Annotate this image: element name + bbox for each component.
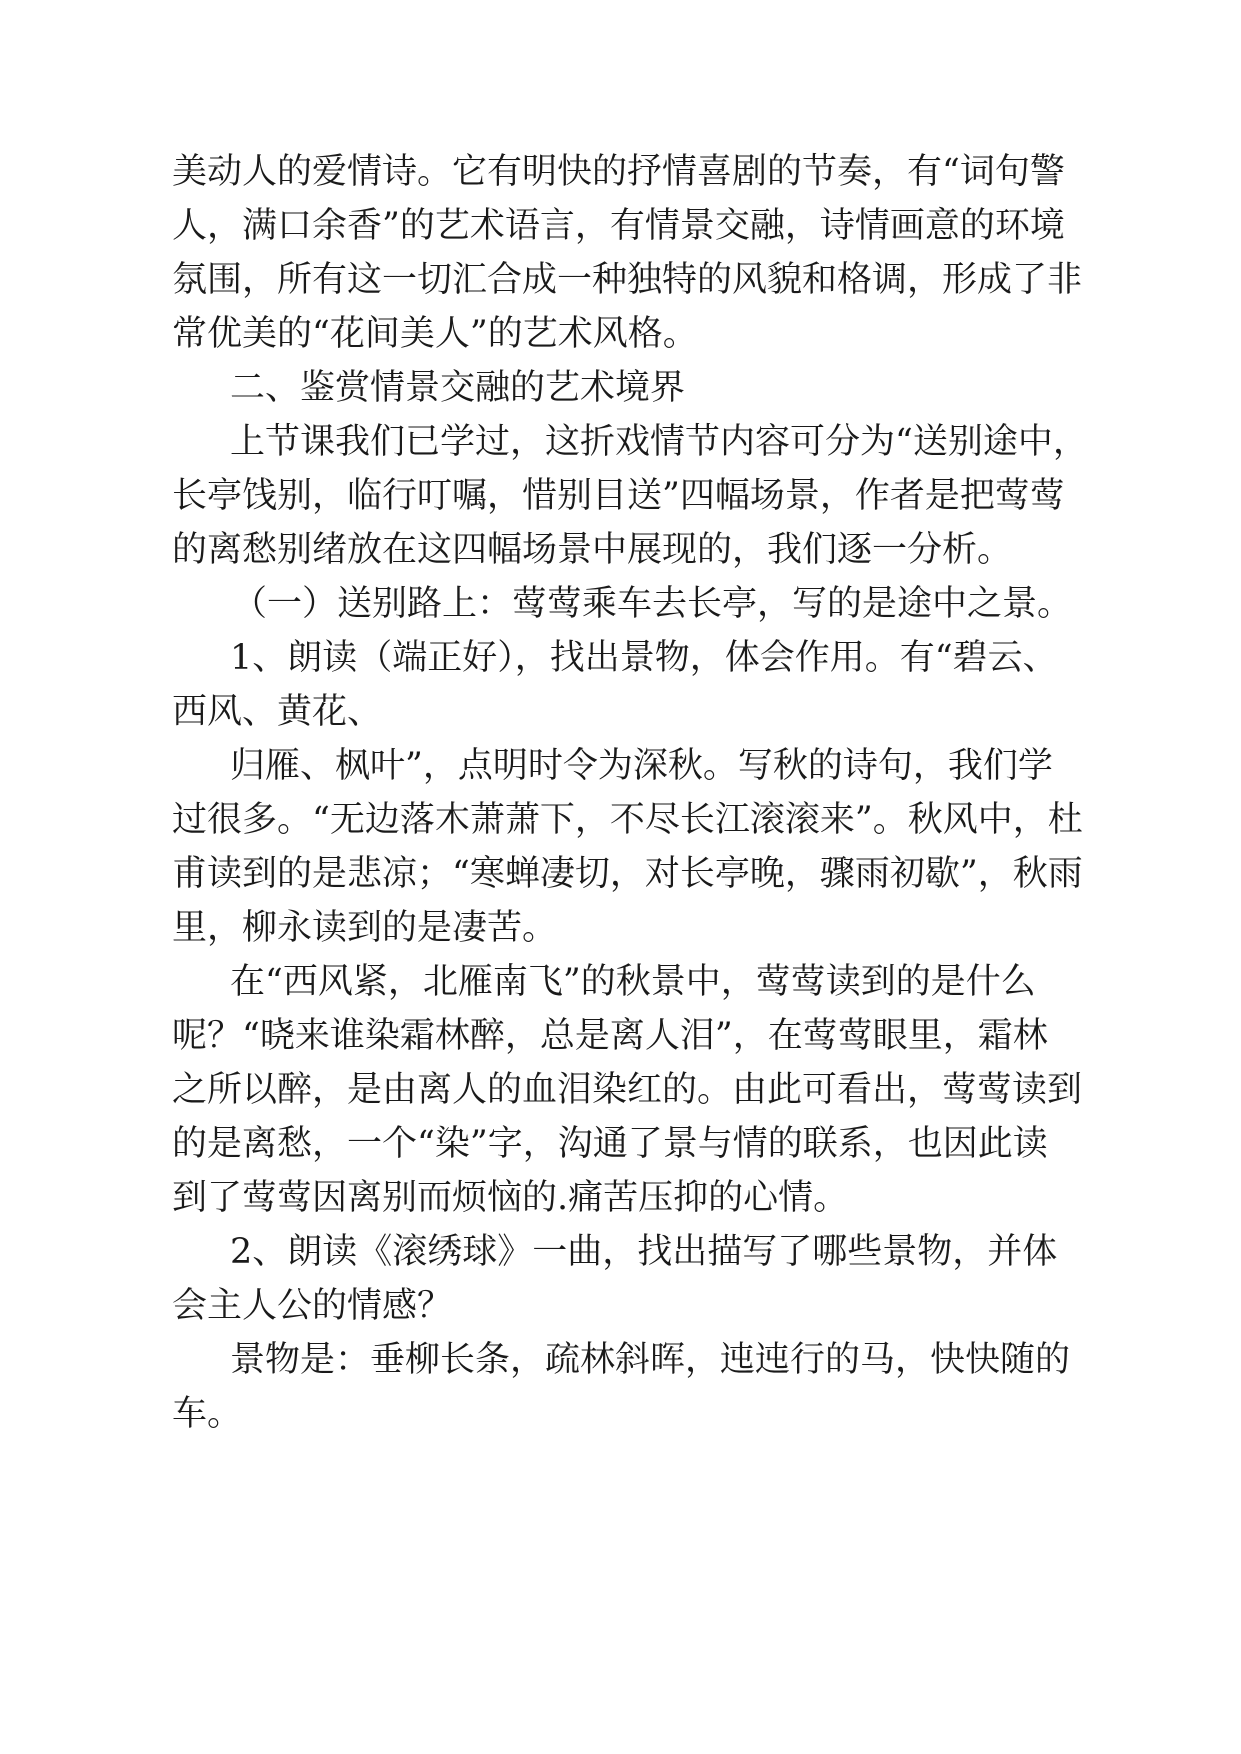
text-line: 甫读到的是悲凉；“寒蝉凄切，对长亭晚，骤雨初歇”，秋雨 [172, 854, 1083, 894]
text-line: 会主人公的情感？ [172, 1286, 453, 1326]
text-line: 景物是：垂柳长条，疏林斜晖，迍迍行的马，快快随的 [230, 1340, 1071, 1380]
text-line: 人，满口余香”的艺术语言，有情景交融，诗情画意的环境 [172, 206, 1065, 246]
text-line: 呢？“晓来谁染霜林醉，总是离人泪”，在莺莺眼里，霜林 [172, 1016, 1048, 1056]
text-line: 归雁、枫叶”，点明时令为深秋。写秋的诗句，我们学 [230, 746, 1053, 786]
text-line: 过很多。“无边落木萧萧下，不尽长江滚滚来”。秋风中，杜 [172, 800, 1083, 840]
text-line: 的是离愁，一个“染”字，沟通了景与情的联系，也因此读 [172, 1124, 1048, 1164]
text-line: 西风、黄花、 [172, 692, 383, 732]
text-line: 的离愁别绪放在这四幅场景中展现的，我们逐一分析。 [172, 530, 1013, 570]
text-line: 氛围，所有这一切汇合成一种独特的风貌和格调，形成了非 [172, 260, 1083, 300]
text-line: 1、朗读（端正好），找出景物，体会作用。有“碧云、 [230, 638, 1058, 678]
text-line: 美动人的爱情诗。它有明快的抒情喜剧的节奏，有“词句警 [172, 152, 1065, 192]
text-line: 里，柳永读到的是凄苦。 [172, 908, 558, 948]
text-line: 长亭饯别，临行叮嘱，惜别目送”四幅场景，作者是把莺莺 [172, 476, 1065, 516]
text-line: 上节课我们已学过，这折戏情节内容可分为“送别途中， [230, 422, 1088, 462]
text-line: 到了莺莺因离别而烦恼的.痛苦压抑的心情。 [172, 1178, 849, 1218]
text-line: 在“西风紧，北雁南飞”的秋景中，莺莺读到的是什么 [230, 962, 1036, 1002]
text-line: 之所以醉，是由离人的血泪染红的。由此可看出，莺莺读到 [172, 1070, 1083, 1110]
text-line: 2、朗读《滚绣球》一曲，找出描写了哪些景物，并体 [230, 1232, 1058, 1272]
text-line: 车。 [172, 1394, 243, 1434]
section-heading: 二、鉴赏情景交融的艺术境界 [230, 368, 686, 408]
text-line: 常优美的“花间美人”的艺术风格。 [172, 314, 698, 354]
subsection-heading: （一）送别路上：莺莺乘车去长亭，写的是途中之景。 [232, 584, 1073, 624]
